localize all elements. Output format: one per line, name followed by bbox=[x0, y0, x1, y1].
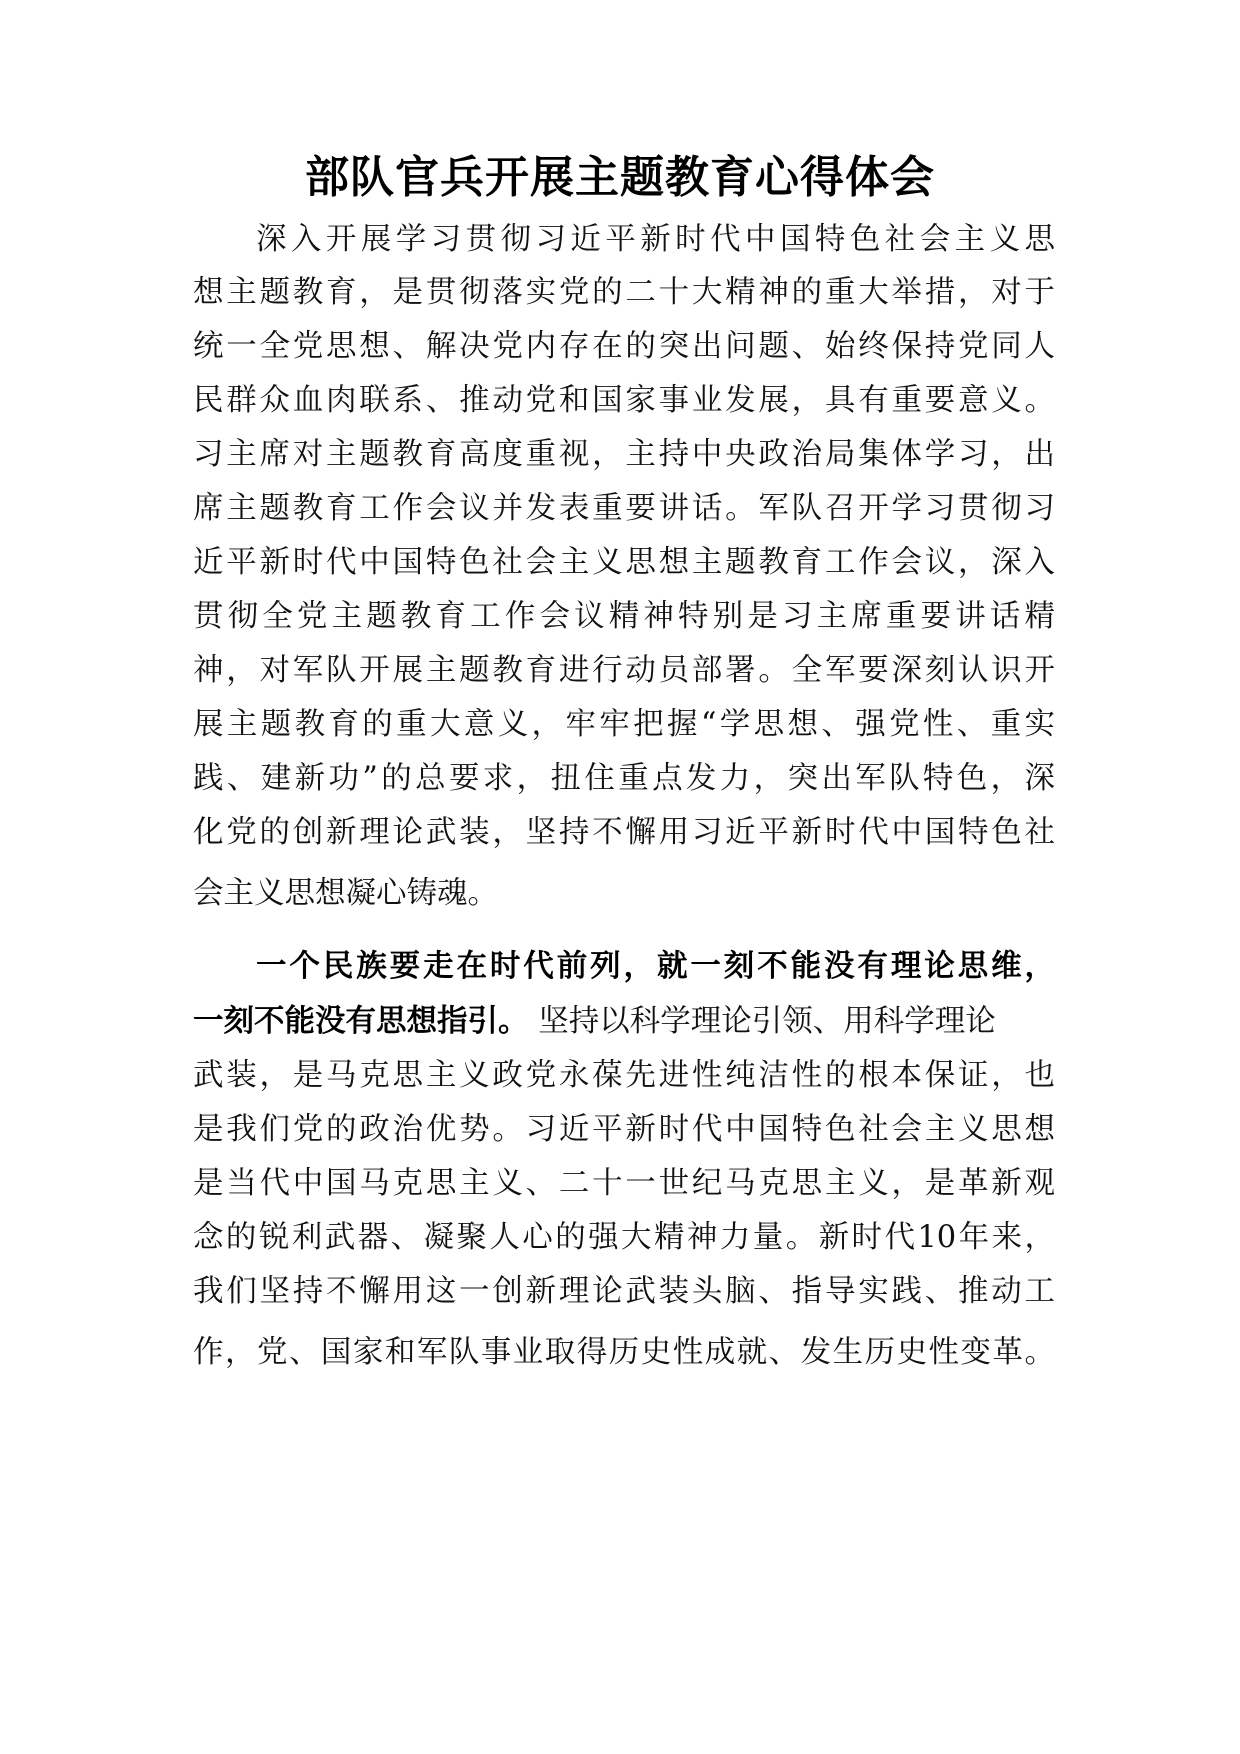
paragraph2-bold-tail: 一刻不能没有思想指引。 bbox=[193, 1004, 529, 1039]
paragraph1-line: 会主义思想凝心铸魂。 bbox=[193, 876, 498, 911]
paragraph2-line: 我们坚持不懈用这一创新理论武装头脑、指导实践、推动工 bbox=[193, 1274, 1055, 1309]
paragraph2-line: 是当代中国马克思主义、二十一世纪马克思主义，是革新观 bbox=[193, 1166, 1055, 1201]
paragraph1-line: 统一全党思想、解决党内存在的突出问题、始终保持党同人 bbox=[193, 329, 1055, 364]
paragraph1-line: 想主题教育，是贯彻落实党的二十大精神的重大举措，对于 bbox=[193, 275, 1055, 310]
paragraph1-line: 化党的创新理论武装，坚持不懈用习近平新时代中国特色社 bbox=[193, 815, 1055, 850]
paragraph1-line: 席主题教育工作会议并发表重要讲话。军队召开学习贯彻习 bbox=[193, 491, 1055, 526]
paragraph1-line: 习主席对主题教育高度重视，主持中央政治局集体学习，出 bbox=[193, 437, 1055, 472]
paragraph1-line: 深入开展学习贯彻习近平新时代中国特色社会主义思 bbox=[256, 222, 1055, 257]
paragraph2-line: 是我们党的政治优势。习近平新时代中国特色社会主义思想 bbox=[193, 1112, 1055, 1147]
paragraph1-line: 神，对军队开展主题教育进行动员部署。全军要深刻认识开 bbox=[193, 653, 1055, 688]
paragraph1-line: 贯彻全党主题教育工作会议精神特别是习主席重要讲话精 bbox=[193, 599, 1055, 634]
paragraph2-line: 作，党、国家和军队事业取得历史性成就、发生历史性变革。 bbox=[193, 1335, 1055, 1370]
paragraph1-line: 展主题教育的重大意义，牢牢把握“学思想、强党性、重实 bbox=[193, 707, 1055, 742]
paragraph2-line-rest: 坚持以科学理论引领、用科学理论 bbox=[528, 1004, 996, 1039]
document-title: 部队官兵开展主题教育心得体会 bbox=[305, 152, 935, 203]
paragraph2-line bbox=[193, 1002, 996, 1042]
paragraph2-bold-lead: 一个民族要走在时代前列，就一刻不能没有理论思维， bbox=[256, 949, 1055, 984]
paragraph2-line: 武装，是马克思主义政党永葆先进性纯洁性的根本保证，也 bbox=[193, 1058, 1055, 1093]
paragraph1-line: 民群众血肉联系、推动党和国家事业发展，具有重要意义。 bbox=[193, 383, 1055, 418]
paragraph2-line: 念的锐利武器、凝聚人心的强大精神力量。新时代10年来， bbox=[193, 1220, 1055, 1255]
paragraph1-line: 近平新时代中国特色社会主义思想主题教育工作会议，深入 bbox=[193, 545, 1055, 580]
paragraph1-line: 践、建新功”的总要求，扭住重点发力，突出军队特色，深 bbox=[193, 761, 1055, 796]
